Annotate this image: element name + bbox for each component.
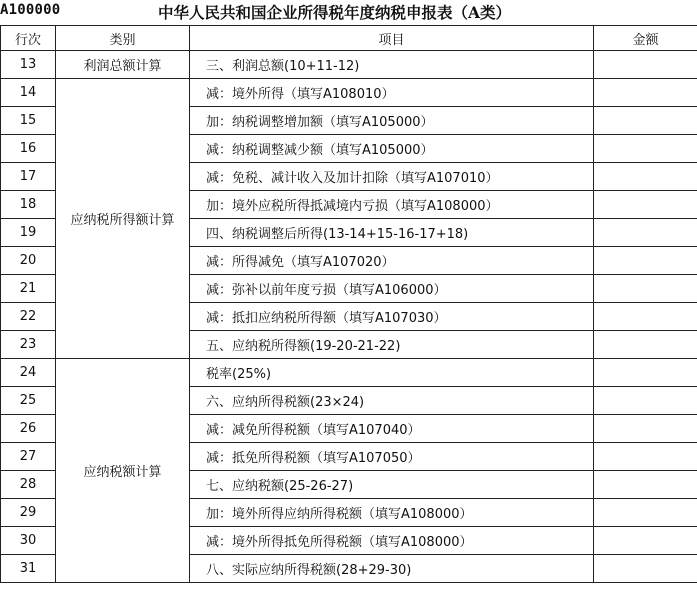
- item-cell: 加：纳税调整增加额（填写A105000）: [190, 107, 594, 135]
- row-number: 29: [1, 499, 56, 527]
- row-number: 23: [1, 331, 56, 359]
- amount-cell[interactable]: [594, 443, 697, 471]
- row-number: 19: [1, 219, 56, 247]
- item-cell: 减：境外所得（填写A108010）: [190, 79, 594, 107]
- item-cell: 六、应纳所得税额(23×24): [190, 387, 594, 415]
- row-number: 18: [1, 191, 56, 219]
- item-cell: 七、应纳税额(25-26-27): [190, 471, 594, 499]
- item-cell: 减：抵免所得税额（填写A107050）: [190, 443, 594, 471]
- amount-cell[interactable]: [594, 191, 697, 219]
- column-header-row-no: 行次: [1, 26, 56, 51]
- row-number: 13: [1, 51, 56, 79]
- amount-cell[interactable]: [594, 163, 697, 191]
- row-number: 30: [1, 527, 56, 555]
- item-cell: 加：境外所得应纳所得税额（填写A108000）: [190, 499, 594, 527]
- row-number: 27: [1, 443, 56, 471]
- amount-cell[interactable]: [594, 275, 697, 303]
- amount-cell[interactable]: [594, 527, 697, 555]
- item-cell: 减：减免所得税额（填写A107040）: [190, 415, 594, 443]
- row-number: 21: [1, 275, 56, 303]
- item-cell: 减：境外所得抵免所得税额（填写A108000）: [190, 527, 594, 555]
- row-number: 15: [1, 107, 56, 135]
- column-header-item: 项目: [190, 26, 594, 51]
- amount-cell[interactable]: [594, 471, 697, 499]
- item-cell: 五、应纳税所得额(19-20-21-22): [190, 331, 594, 359]
- table-row: [1, 79, 697, 107]
- item-cell: 减：弥补以前年度亏损（填写A106000）: [190, 275, 594, 303]
- amount-cell[interactable]: [594, 415, 697, 443]
- item-cell: 税率(25%): [190, 359, 594, 387]
- table-body: [1, 51, 697, 583]
- item-cell: 加：境外应税所得抵减境内亏损（填写A108000）: [190, 191, 594, 219]
- amount-cell[interactable]: [594, 303, 697, 331]
- column-header-category: 类别: [56, 26, 190, 51]
- row-number: 16: [1, 135, 56, 163]
- header-row: [1, 26, 697, 51]
- item-cell: 减：纳税调整减少额（填写A105000）: [190, 135, 594, 163]
- tax-return-table: [0, 25, 697, 583]
- amount-cell[interactable]: [594, 331, 697, 359]
- form-code: A100000: [0, 2, 61, 18]
- amount-cell[interactable]: [594, 499, 697, 527]
- amount-cell[interactable]: [594, 51, 697, 79]
- row-number: 31: [1, 555, 56, 583]
- item-cell: 减：免税、减计收入及加计扣除（填写A107010）: [190, 163, 594, 191]
- row-number: 28: [1, 471, 56, 499]
- amount-cell[interactable]: [594, 555, 697, 583]
- item-cell: 三、利润总额(10+11-12): [190, 51, 594, 79]
- form-header: [0, 0, 697, 25]
- amount-cell[interactable]: [594, 135, 697, 163]
- row-number: 17: [1, 163, 56, 191]
- amount-cell[interactable]: [594, 247, 697, 275]
- amount-cell[interactable]: [594, 107, 697, 135]
- category-cell: 利润总额计算: [56, 51, 190, 79]
- row-number: 22: [1, 303, 56, 331]
- item-cell: 四、纳税调整后所得(13-14+15-16-17+18): [190, 219, 594, 247]
- row-number: 20: [1, 247, 56, 275]
- row-number: 25: [1, 387, 56, 415]
- category-cell: 应纳税额计算: [56, 359, 190, 583]
- amount-cell[interactable]: [594, 387, 697, 415]
- table-row: [1, 359, 697, 387]
- table-row: [1, 51, 697, 79]
- amount-cell[interactable]: [594, 359, 697, 387]
- item-cell: 减：所得减免（填写A107020）: [190, 247, 594, 275]
- item-cell: 减：抵扣应纳税所得额（填写A107030）: [190, 303, 594, 331]
- row-number: 24: [1, 359, 56, 387]
- amount-cell[interactable]: [594, 79, 697, 107]
- row-number: 26: [1, 415, 56, 443]
- category-cell: 应纳税所得额计算: [56, 79, 190, 359]
- item-cell: 八、实际应纳所得税额(28+29-30): [190, 555, 594, 583]
- amount-cell[interactable]: [594, 219, 697, 247]
- row-number: 14: [1, 79, 56, 107]
- form-title: 中华人民共和国企业所得税年度纳税申报表（A类）: [158, 3, 512, 22]
- column-header-amount: 金额: [594, 26, 697, 51]
